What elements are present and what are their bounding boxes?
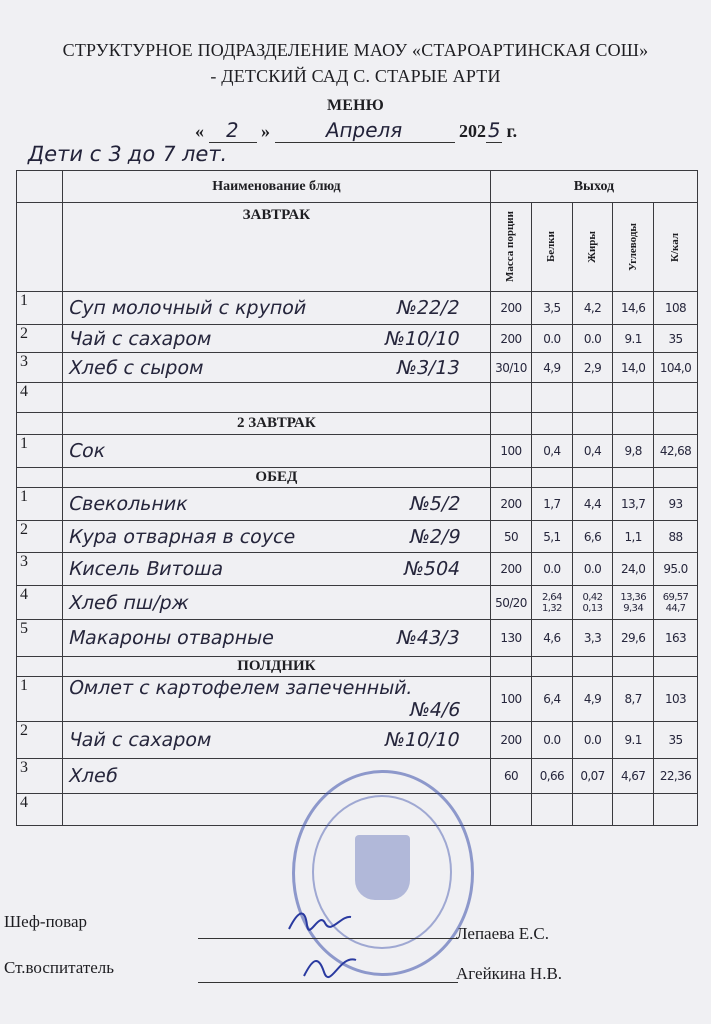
subheader-label: К/кал — [669, 232, 681, 262]
date-open-quote: « — [195, 121, 204, 141]
subheader-column — [654, 203, 698, 292]
nutrition-value: 42,68 — [654, 435, 698, 468]
subheader-column — [532, 203, 573, 292]
nutrition-value: 95.0 — [654, 553, 698, 586]
nutrition-value: 100 — [490, 677, 531, 722]
nutrition-value: 14,0 — [613, 353, 654, 383]
nutrition-value — [613, 794, 654, 826]
senior-name: Агейкина Н.В. — [456, 964, 563, 983]
row-number: 5 — [17, 620, 63, 657]
nutrition-value: 200 — [490, 325, 531, 353]
chef-name: Лепаева Е.С. — [456, 924, 549, 943]
nutrition-value — [572, 794, 613, 826]
dish-cell — [62, 383, 490, 413]
nutrition-value — [490, 794, 531, 826]
nutrition-value: 6,4 — [532, 677, 573, 722]
recipe-number: №22/2 — [395, 297, 463, 319]
row-number: 2 — [17, 521, 63, 553]
dish-name: Кисель Витоша — [66, 558, 226, 580]
nutrition-value: 4,9 — [572, 677, 613, 722]
nutrition-value: 9.1 — [613, 325, 654, 353]
org-line-2: - ДЕТСКИЙ САД С. СТАРЫЕ АРТИ — [210, 66, 501, 86]
table-row — [17, 722, 698, 759]
row-number: 1 — [17, 488, 63, 521]
date-day: 2 — [224, 118, 241, 142]
nutrition-value: 0.0 — [532, 553, 573, 586]
nutrition-value: 8,7 — [613, 677, 654, 722]
nutrition-value: 0,66 — [532, 759, 573, 794]
nutrition-value: 130 — [490, 620, 531, 657]
nutrition-value: 35 — [654, 325, 698, 353]
recipe-number: №4/6 — [407, 699, 463, 721]
nutrition-value: 108 — [654, 292, 698, 325]
dish-name: Суп молочный с крупой — [66, 297, 309, 319]
nutrition-value: 30/10 — [490, 353, 531, 383]
dish-name: Хлеб с сыром — [66, 356, 206, 379]
menu-table — [16, 170, 698, 826]
nutrition-value: 4,2 — [572, 292, 613, 325]
nutrition-value: 0.0 — [532, 325, 573, 353]
nutrition-value: 13,7 — [613, 488, 654, 521]
section-row — [17, 203, 698, 292]
row-number: 2 — [17, 325, 63, 353]
nutrition-value: 88 — [654, 521, 698, 553]
nutrition-value: 4,6 — [532, 620, 573, 657]
chef-label: Шеф-повар — [4, 912, 88, 931]
recipe-number: №504 — [401, 558, 463, 580]
nutrition-value: 0,4 — [532, 435, 573, 468]
dish-name: Хлеб — [66, 765, 120, 787]
dish-name: Кура отварная в соусе — [66, 525, 298, 548]
nutrition-value: 163 — [654, 620, 698, 657]
section-row — [17, 413, 698, 435]
section-row — [17, 657, 698, 677]
nutrition-value: 60 — [490, 759, 531, 794]
nutrition-value: 4,67 — [613, 759, 654, 794]
subheader-label: Масса порции — [504, 211, 517, 283]
table-row — [17, 353, 698, 383]
nutrition-value: 50/20 — [490, 586, 531, 620]
recipe-number: №3/13 — [395, 356, 463, 379]
row-number: 1 — [17, 435, 63, 468]
dish-name: Чай с сахаром — [66, 327, 214, 350]
nutrition-value — [613, 383, 654, 413]
nutrition-value: 35 — [654, 722, 698, 759]
dish-name: Хлеб пш/рж — [66, 591, 192, 614]
nutrition-value — [490, 383, 531, 413]
row-number: 4 — [17, 794, 63, 826]
nutrition-value: 9.1 — [613, 722, 654, 759]
table-row — [17, 488, 698, 521]
nutrition-value — [532, 383, 573, 413]
dish-name: Омлет с картофелем запеченный. — [66, 677, 415, 699]
nutrition-value: 100 — [490, 435, 531, 468]
nutrition-value: 0,42 0,13 — [572, 586, 613, 620]
header-output: Выход — [490, 171, 697, 203]
dish-cell — [62, 488, 490, 521]
dish-cell — [62, 325, 490, 353]
nutrition-value: 29,6 — [613, 620, 654, 657]
row-number: 1 — [17, 292, 63, 325]
table-row — [17, 553, 698, 586]
date-month: Апреля — [324, 118, 405, 142]
stamp-emblem — [355, 835, 410, 900]
nutrition-value — [532, 794, 573, 826]
nutrition-value: 200 — [490, 488, 531, 521]
date-line — [195, 118, 555, 143]
nutrition-value — [654, 383, 698, 413]
row-number: 3 — [17, 759, 63, 794]
table-row — [17, 677, 698, 722]
nutrition-value: 0,07 — [572, 759, 613, 794]
dish-name: Макароны отварные — [66, 627, 277, 649]
age-group-note: Дети с 3 до 7 лет. — [25, 142, 230, 166]
nutrition-value: 13,36 9,34 — [613, 586, 654, 620]
table-row — [17, 435, 698, 468]
nutrition-value: 14,6 — [613, 292, 654, 325]
year-suffix: г. — [506, 121, 518, 141]
header-dish-name: Наименование блюд — [62, 171, 490, 203]
subheader-column — [613, 203, 654, 292]
subheader-label: Белки — [545, 231, 558, 263]
nutrition-value: 2,64 1,32 — [532, 586, 573, 620]
nutrition-value: 200 — [490, 292, 531, 325]
table-row — [17, 521, 698, 553]
year-digit: 5 — [485, 118, 503, 142]
section-row — [17, 468, 698, 488]
nutrition-value: 5,1 — [532, 521, 573, 553]
nutrition-value: 50 — [490, 521, 531, 553]
subheader-column — [490, 203, 531, 292]
chef-signature-line — [198, 938, 458, 939]
dish-cell — [62, 586, 490, 620]
nutrition-value: 0.0 — [572, 325, 613, 353]
nutrition-value: 24,0 — [613, 553, 654, 586]
nutrition-value: 0.0 — [572, 553, 613, 586]
nutrition-value: 6,6 — [572, 521, 613, 553]
dish-cell — [62, 353, 490, 383]
nutrition-value: 1,1 — [613, 521, 654, 553]
table-row — [17, 383, 698, 413]
row-number: 1 — [17, 677, 63, 722]
dish-cell — [62, 677, 490, 722]
nutrition-value: 0,4 — [572, 435, 613, 468]
subheader-column — [572, 203, 613, 292]
table-row — [17, 325, 698, 353]
nutrition-value: 4,9 — [532, 353, 573, 383]
nutrition-value: 3,5 — [532, 292, 573, 325]
section-title: ЗАВТРАК — [62, 203, 490, 292]
dish-name: Свекольник — [66, 493, 191, 515]
nutrition-value: 104,0 — [654, 353, 698, 383]
subheader-label: Жиры — [585, 231, 598, 263]
nutrition-value: 2,9 — [572, 353, 613, 383]
nutrition-value: 0.0 — [532, 722, 573, 759]
dish-cell — [62, 435, 490, 468]
table-row — [17, 586, 698, 620]
chef-signature — [285, 905, 355, 935]
dish-cell — [62, 292, 490, 325]
nutrition-value: 103 — [654, 677, 698, 722]
dish-cell — [62, 620, 490, 657]
date-close-quote: » — [261, 121, 270, 141]
nutrition-value: 200 — [490, 722, 531, 759]
org-line-1: СТРУКТУРНОЕ ПОДРАЗДЕЛЕНИЕ МАОУ «СТАРОАРТИНСКАЯ СОШ» — [62, 40, 649, 60]
row-number: 2 — [17, 722, 63, 759]
recipe-number: №10/10 — [383, 729, 463, 751]
recipe-number: №10/10 — [383, 327, 463, 350]
row-number: 4 — [17, 383, 63, 413]
section-title: 2 ЗАВТРАК — [62, 413, 490, 435]
recipe-number: №5/2 — [407, 493, 463, 515]
table-row — [17, 620, 698, 657]
dish-cell — [62, 521, 490, 553]
recipe-number: №2/9 — [407, 525, 463, 548]
row-number: 4 — [17, 586, 63, 620]
nutrition-value: 9,8 — [613, 435, 654, 468]
nutrition-value: 200 — [490, 553, 531, 586]
year-prefix: 202 — [459, 121, 486, 141]
nutrition-value: 3,3 — [572, 620, 613, 657]
dish-name: Сок — [66, 440, 108, 462]
nutrition-value — [572, 383, 613, 413]
dish-cell — [62, 553, 490, 586]
nutrition-value: 0.0 — [572, 722, 613, 759]
row-number: 3 — [17, 553, 63, 586]
row-number: 3 — [17, 353, 63, 383]
nutrition-value: 4,4 — [572, 488, 613, 521]
dish-cell — [62, 722, 490, 759]
subheader-label: Углеводы — [626, 223, 639, 271]
nutrition-value: 1,7 — [532, 488, 573, 521]
section-title: ОБЕД — [62, 468, 490, 488]
menu-title: МЕНЮ — [326, 97, 385, 114]
senior-label: Ст.воспитатель — [4, 958, 115, 977]
nutrition-value: 93 — [654, 488, 698, 521]
nutrition-value: 22,36 — [654, 759, 698, 794]
senior-signature — [300, 950, 360, 980]
dish-name: Чай с сахаром — [66, 729, 214, 751]
nutrition-value — [654, 794, 698, 826]
senior-signature-line — [198, 982, 458, 983]
section-title: ПОЛДНИК — [62, 657, 490, 677]
nutrition-value: 69,57 44,7 — [654, 586, 698, 620]
recipe-number: №43/3 — [395, 627, 463, 649]
table-row — [17, 292, 698, 325]
